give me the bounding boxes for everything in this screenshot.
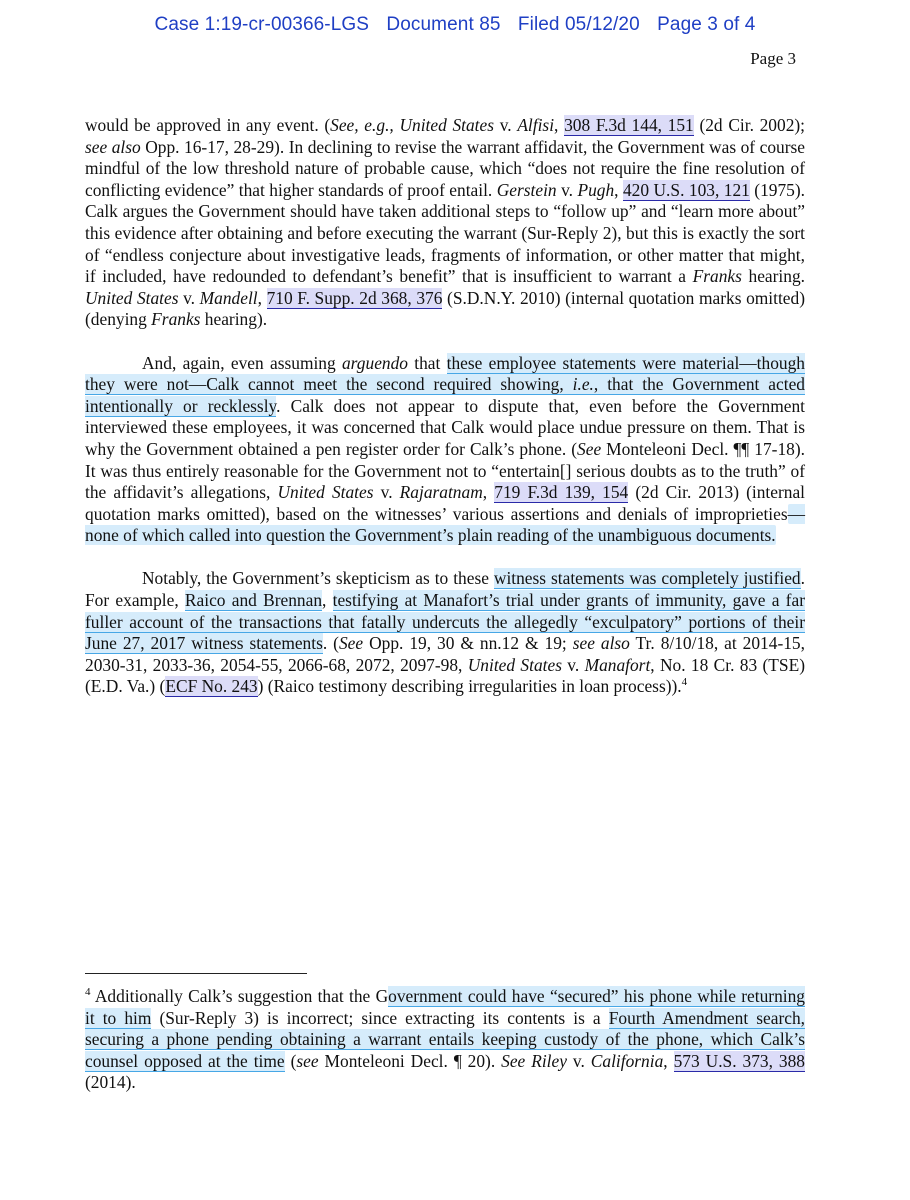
filed-date: Filed 05/12/20 <box>517 14 640 35</box>
highlight: Fourth Amendment search, securing a phone pending obtaining a warrant entails keeping custody of the phone, which Calk’s counsel opposed at the time <box>85 1007 805 1071</box>
citation-link[interactable]: 719 F.3d 139, 154 <box>494 482 629 503</box>
footnote-ref[interactable]: 4 <box>681 676 688 689</box>
page-of: Page 3 of 4 <box>657 14 756 35</box>
document-body <box>85 115 805 720</box>
case-header <box>0 14 910 36</box>
case-number: Case 1:19-cr-00366-LGS <box>154 14 370 35</box>
highlight: testifying at Manafort’s trial under grants of immunity, gave a far fuller account of the transactions that fatally undercuts the allegedly “exculpatory” portions of their June 27, 2017 witness statements <box>85 590 805 654</box>
paragraph-1: would be approved in any event. (See, e.g., United States v. Alfisi, 308 F.3d 144, 151 (2d Cir. 2002); see also Opp. 16-17, 28-29). In declining to revise the warrant affidavit, the Government was of course mindful of the low threshold nature of probable cause, which “does not require the fine resolution of conflicting evidence” that higher standards of proof entail. Gerstein v. Pugh, 420 U.S. 103, 121 (1975). Calk argues the Government should have taken additional steps to “follow up” and “learn more about” this evidence after obtaining and before executing the warrant (Sur-Reply 2), but this is exactly the sort of “endless conjecture about investigative leads, fragments of information, or other matter that might, if included, have redounded to defendant’s benefit” that is insufficient to warrant a Franks hearing. United States v. Mandell, 710 F. Supp. 2d 368, 376 (S.D.N.Y. 2010) (internal quotation marks omitted) (denying Franks hearing). <box>85 115 806 330</box>
highlight: Raico and Brennan <box>184 590 323 611</box>
footnote-number: 4 <box>85 986 91 999</box>
page-label: Page 3 <box>750 49 796 68</box>
citation-link[interactable]: 573 U.S. 373, 388 <box>673 1050 805 1071</box>
highlight: —none of which called into question the Government’s plain reading of the unambiguous documents. <box>85 503 805 546</box>
highlight: these employee statements were material—though they were not—Calk cannot meet the second required showing, i.e., that the Government acted intentionally or recklessly <box>85 352 805 416</box>
highlight: witness statements was completely justified <box>493 568 801 589</box>
footnote: $^4$ Additionally Calk’s suggestion that the Government could have “secured” his phone while returning it to him (Sur-Reply 3) is incorrect; since extracting its contents is a Fourth Amendment search, securing a phone pending obtaining a warrant entails keeping custody of the phone, which Calk’s counsel opposed at the time (see Monteleoni Decl. ¶ 20). See Riley v. California, 573 U.S. 373, 388 (2014). <box>85 986 805 1093</box>
citation-link[interactable]: 420 U.S. 103, 121 <box>622 179 750 200</box>
paragraph-3: Notably, the Government’s skepticism as to these witness statements was completely justified. For example, Raico and Brennan, testifying at Manafort’s trial under grants of immunity, gave a far fuller account of the transactions that fatally undercuts the allegedly “exculpatory” portions of their June 27, 2017 witness statements. (See Opp. 19, 30 & nn.12 & 19; see also Tr. 8/10/18, at 2014-15, 2030-31, 2033-36, 2054-55, 2066-68, 2072, 2097-98, United States v. Manafort, No. 18 Cr. 83 (TSE) (E.D. Va.) (ECF No. 243) (Raico testimony describing irregularities in loan process)).$^4$ <box>85 568 806 697</box>
citation-link[interactable]: 308 F.3d 144, 151 <box>564 115 694 135</box>
highlight: overnment could have “secured” his phone while returning it to him <box>85 986 805 1028</box>
paragraph-2: And, again, even assuming arguendo that these employee statements were material—though they were not—Calk cannot meet the second required showing, i.e., that the Government acted intentionally or recklessly. Calk does not appear to dispute that, even before the Government interviewed these employees, it was concerned that Calk would place undue pressure on them. That is why the Government obtained a pen register order for Calk’s phone. (See Monteleoni Decl. ¶¶ 17-18). It was thus entirely reasonable for the Government not to “entertain[] serious doubts as to the truth” of the affidavit’s allegations, United States v. Rajaratnam, 719 F.3d 139, 154 (2d Cir. 2013) (internal quotation marks omitted), based on the witnesses’ various assertions and denials of improprieties—none of which called into question the Government’s plain reading of the unambiguous documents. <box>85 352 806 546</box>
document-number: Document 85 <box>386 14 501 35</box>
ecf-link[interactable]: ECF No. 243 <box>165 676 258 697</box>
footnote-divider <box>85 973 307 974</box>
citation-link[interactable]: 710 F. Supp. 2d 368, 376 <box>266 287 443 308</box>
